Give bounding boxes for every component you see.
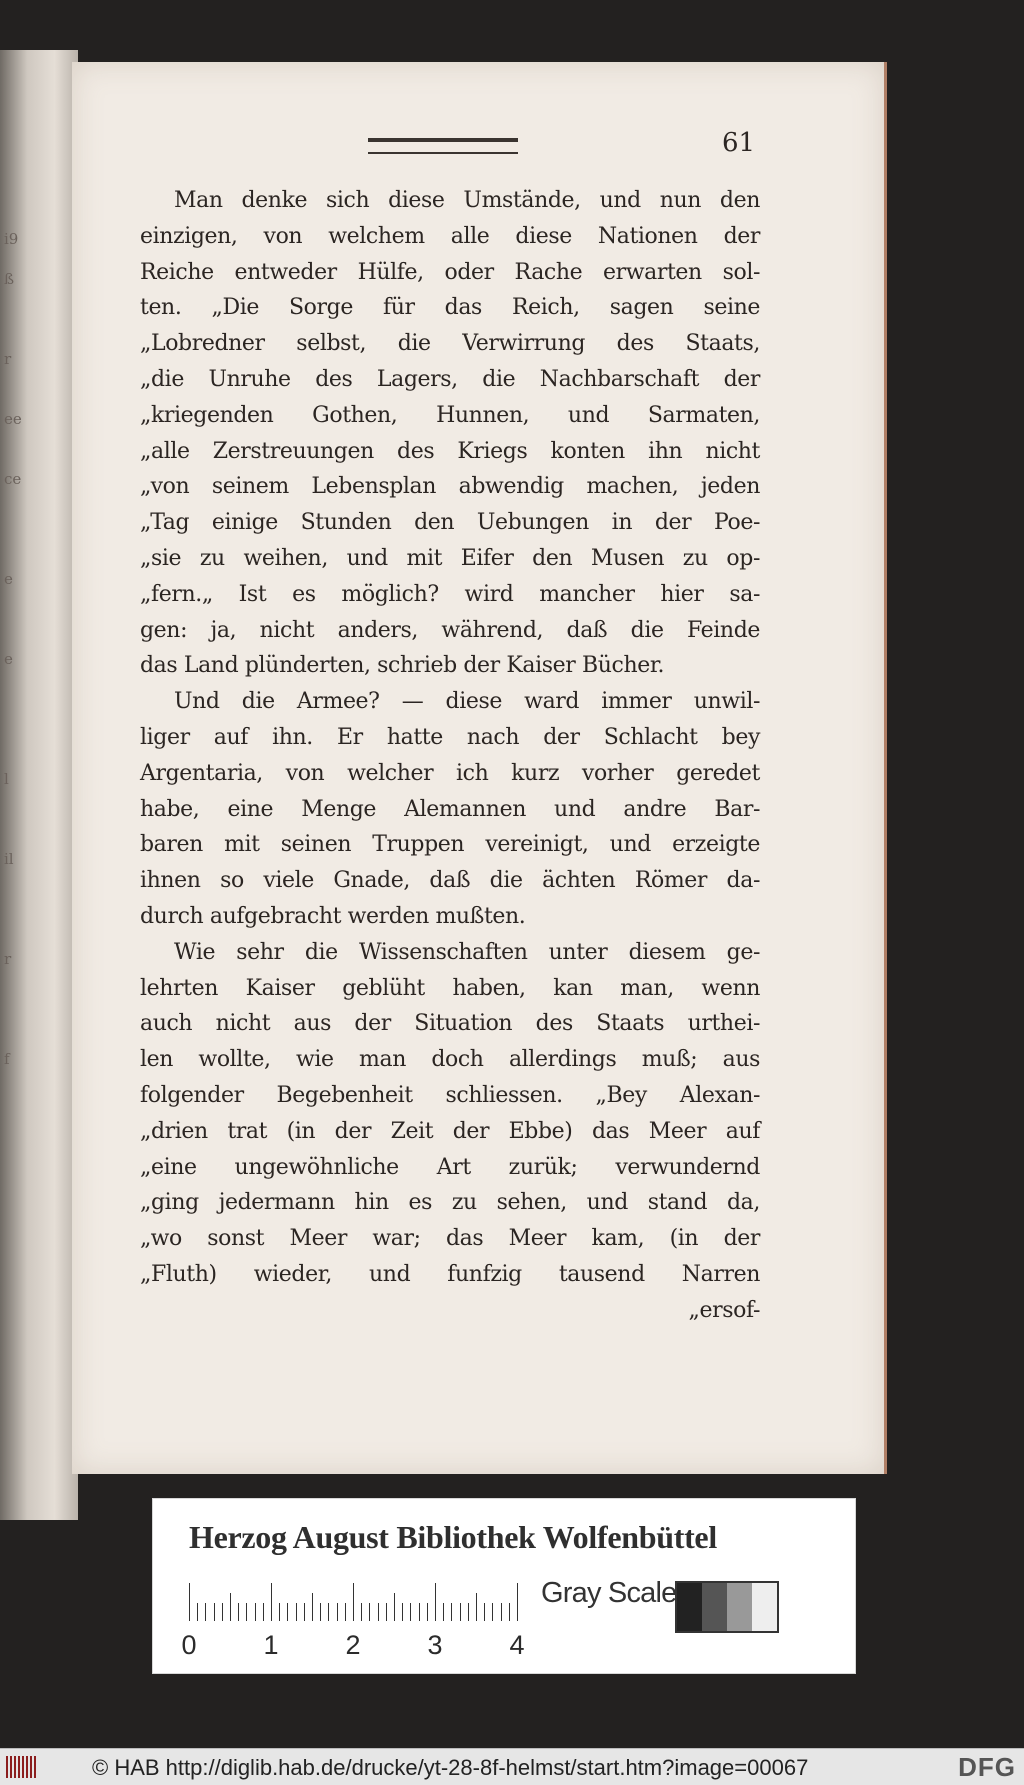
gray-swatch (677, 1583, 702, 1631)
gray-swatch (727, 1583, 752, 1631)
text-line: gen: ja, nicht anders, während, daß die Feinde (140, 617, 760, 643)
text-line: „fern.„ Ist es möglich? wird mancher hier sa- (140, 581, 760, 607)
ruler-number: 0 (181, 1630, 197, 1660)
ruler-tick (263, 1603, 264, 1621)
grayscale-label: Gray Scale (541, 1577, 677, 1609)
ruler-tick (279, 1603, 280, 1621)
ruler-tick (419, 1603, 420, 1621)
ruler-tick (287, 1603, 288, 1621)
text-line: „die Unruhe des Lagers, die Nachbarschaft der (140, 366, 760, 392)
ruler-number: 2 (345, 1630, 361, 1660)
ruler-tick (451, 1603, 452, 1621)
dfg-logo: DFG (958, 1752, 1016, 1782)
source-url[interactable]: © HAB http://diglib.hab.de/drucke/yt-28-8f-helmst/start.htm?image=00067 (92, 1755, 809, 1780)
text-line: auch nicht aus der Situation des Staats urthei- (140, 1011, 760, 1037)
text-line: „sie zu weihen, und mit Eifer den Musen zu op- (140, 545, 760, 571)
text-line: durch aufgebracht werden mußten. (140, 903, 526, 929)
ruler-tick (402, 1603, 403, 1621)
ruler-tick (435, 1583, 436, 1621)
ruler-tick (353, 1583, 354, 1621)
ruler-tick (189, 1583, 190, 1621)
ruler-number: 1 (263, 1630, 279, 1660)
ruler-tick (304, 1603, 305, 1621)
text-line: Man denke sich diese Umstände, und nun den (174, 188, 760, 213)
text-line: ten. „Die Sorge für das Reich, sagen seine (140, 295, 760, 321)
ruler-tick (205, 1603, 206, 1621)
text-line: „Fluth) wieder, und funfzig tausend Narren (140, 1261, 760, 1287)
text-line: baren mit seinen Truppen vereinigt, und erzeigte (140, 832, 760, 858)
gray-swatch (752, 1583, 777, 1631)
ruler-tick (394, 1593, 395, 1621)
text-line: „eine ungewöhnliche Art zurük; verwundernd (140, 1154, 760, 1180)
text-line: liger auf ihn. Er hatte nach der Schlacht bey (140, 724, 760, 750)
text-line: Reiche entweder Hülfe, oder Rache erwarten sol- (140, 259, 760, 285)
ruler-tick (246, 1603, 247, 1621)
text-line: „ging jedermann hin es zu sehen, und stand da, (140, 1190, 760, 1216)
text-line: Argentaria, von welcher ich kurz vorher geredet (140, 760, 760, 786)
text-line: „Tag einige Stunden den Uebungen in der Poe- (140, 510, 760, 536)
ruler-tick (214, 1603, 215, 1621)
text-line: lehrten Kaiser geblüht haben, kan man, wenn (140, 975, 760, 1001)
text-line: folgender Begebenheit schliessen. „Bey Alexan- (140, 1082, 760, 1108)
measurement-ruler (181, 1579, 525, 1660)
book-page (72, 62, 887, 1474)
ruler-tick (238, 1603, 239, 1621)
footer-bar (0, 1748, 1024, 1785)
ruler-tick (296, 1603, 297, 1621)
ruler-tick (443, 1603, 444, 1621)
text-line: einzigen, von welchem alle diese Nationen der (140, 223, 760, 249)
ruler-tick (410, 1603, 411, 1621)
previous-page-edge: i9 ß r ee ce e e l il r f (0, 50, 78, 1520)
ruler-tick (345, 1603, 346, 1621)
ruler-tick (271, 1583, 272, 1621)
ruler-tick (492, 1603, 493, 1621)
ruler-tick (197, 1603, 198, 1621)
ruler-tick (337, 1603, 338, 1621)
page-text (140, 183, 760, 1329)
text-line: „wo sonst Meer war; das Meer kam, (in der (140, 1226, 760, 1252)
text-line: ihnen so viele Gnade, daß die ächten Römer da- (140, 868, 760, 894)
page-number: 61 (722, 128, 756, 158)
ruler-tick (517, 1583, 518, 1621)
text-line: habe, eine Menge Alemannen und andre Bar- (140, 796, 760, 822)
ruler-tick (222, 1603, 223, 1621)
barcode-icon (6, 1756, 46, 1778)
header-rule (368, 138, 518, 154)
ruler-tick (476, 1593, 477, 1621)
ruler-tick (484, 1603, 485, 1621)
text-line: Wie sehr die Wissenschaften unter diesem ge- (174, 939, 760, 965)
ruler-tick (361, 1603, 362, 1621)
ruler-tick (312, 1593, 313, 1621)
ruler-tick (255, 1603, 256, 1621)
ruler-tick (427, 1603, 428, 1621)
ruler-tick (378, 1603, 379, 1621)
catchword: „ersof- (688, 1297, 760, 1323)
ruler-tick (501, 1603, 502, 1621)
text-line: Und die Armee? — diese ward immer unwil- (174, 689, 760, 715)
text-line: „Lobredner selbst, die Verwirrung des Staats, (140, 331, 760, 357)
text-line: „von seinem Lebensplan abwendig machen, jeden (140, 474, 760, 500)
ruler-tick (320, 1603, 321, 1621)
text-line: „kriegenden Gothen, Hunnen, und Sarmaten, (140, 402, 760, 428)
ruler-number: 3 (427, 1630, 443, 1660)
text-line: „alle Zerstreuungen des Kriegs konten ihn nicht (140, 438, 760, 464)
library-name: Herzog August Bibliothek Wolfenbüttel (189, 1519, 717, 1555)
ruler-tick (468, 1603, 469, 1621)
text-line: len wollte, wie man doch allerdings muß; aus (140, 1047, 760, 1073)
ruler-tick (369, 1603, 370, 1621)
color-calibration-card (152, 1498, 856, 1674)
ruler-tick (509, 1603, 510, 1621)
text-line: das Land plünderten, schrieb der Kaiser Bücher. (140, 653, 665, 679)
ruler-tick (386, 1603, 387, 1621)
text-line: „drien trat (in der Zeit der Ebbe) das Meer auf (140, 1118, 760, 1144)
ruler-number: 4 (509, 1630, 525, 1660)
grayscale-swatches (675, 1581, 779, 1633)
ruler-tick (460, 1603, 461, 1621)
ruler-tick (328, 1603, 329, 1621)
gray-swatch (702, 1583, 727, 1631)
ruler-tick (230, 1593, 231, 1621)
